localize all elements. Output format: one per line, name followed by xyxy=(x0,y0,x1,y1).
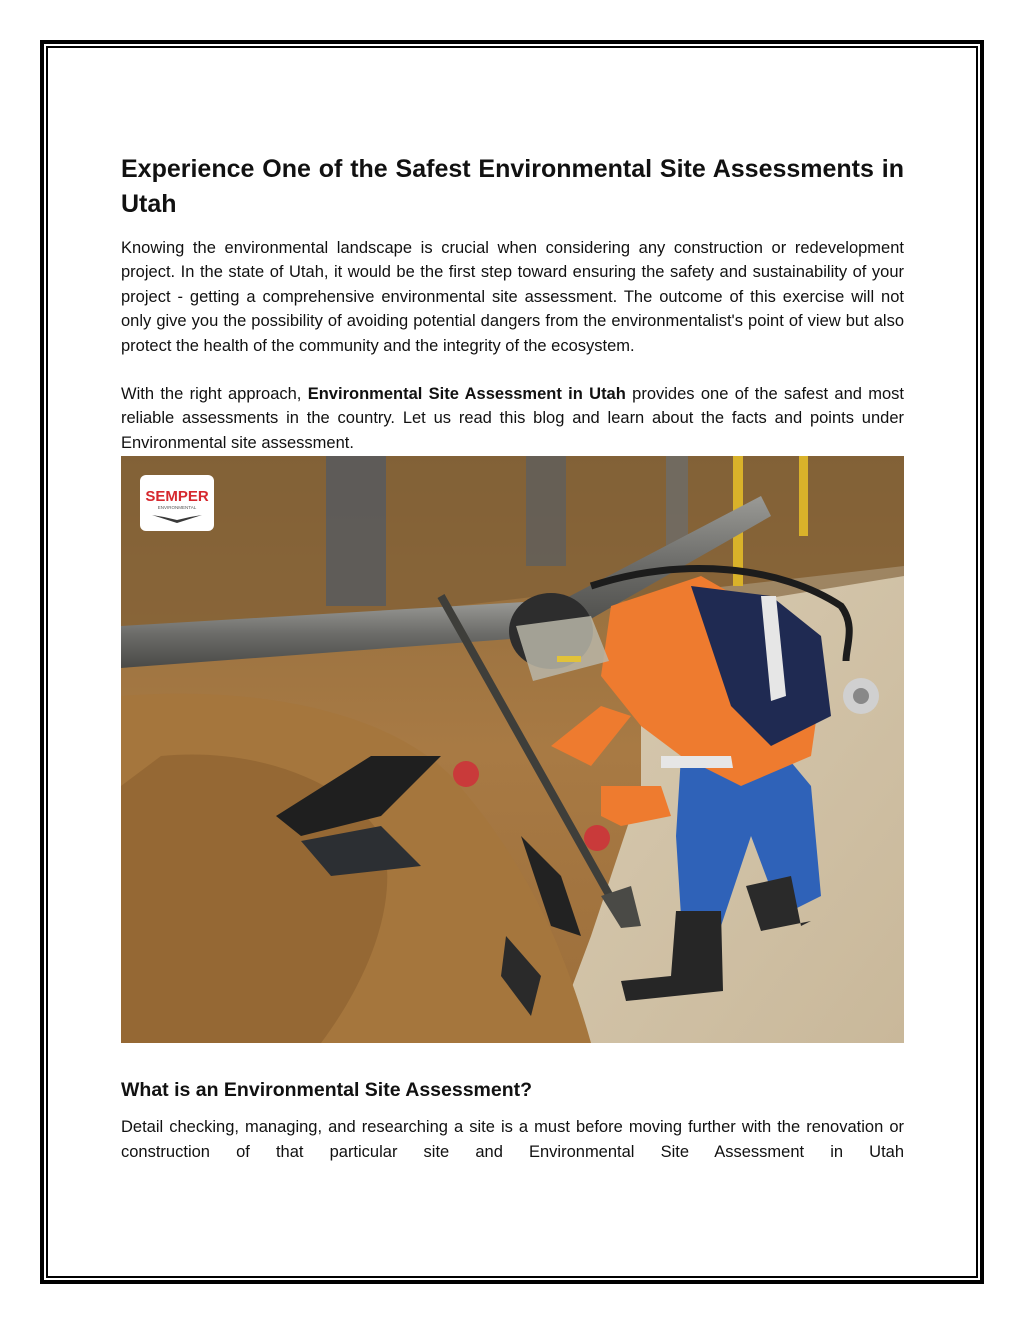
approach-text-start: With the right approach, xyxy=(121,385,308,404)
intro-paragraph: Knowing the environmental landscape is crucial when considering any construction or redevelopment project. In the state of Utah, it would be the first step toward ensuring the safety and sustainability of your project - getting a comprehensive environmental site assessment. The outcome of this exercise will not only give you the possibility of avoiding potential dangers from the environmentalist's point of view but also protect the health of the community and the integrity of the ecosystem. xyxy=(121,239,904,355)
section-heading: What is an Environmental Site Assessment? xyxy=(121,1079,533,1102)
approach-text-end: provides one of the safest and most reliable assessments in the country. Let us read this blog and learn about the facts and points under Environmental site assessment. xyxy=(121,385,904,452)
approach-link-phrase: Environmental Site Assessment in Utah xyxy=(307,385,626,404)
approach-paragraph xyxy=(121,382,904,455)
definition-paragraph: Detail checking, managing, and researching a site is a must before moving further with the renovation or construction of that particular site and Environmental Site Assessment in Utah xyxy=(121,1118,904,1161)
semper-logo xyxy=(140,475,214,531)
document-body xyxy=(121,152,904,1164)
document-title: Experience One of the Safest Environmental Site Assessments in Utah xyxy=(121,155,904,218)
semper-logo-badge xyxy=(140,475,214,531)
worker-site-photo xyxy=(121,456,904,1043)
svg-text:SEMPER: SEMPER xyxy=(145,488,209,506)
site-photo-illustration xyxy=(121,456,904,1043)
svg-text:ENVIRONMENTAL: ENVIRONMENTAL xyxy=(157,505,197,511)
